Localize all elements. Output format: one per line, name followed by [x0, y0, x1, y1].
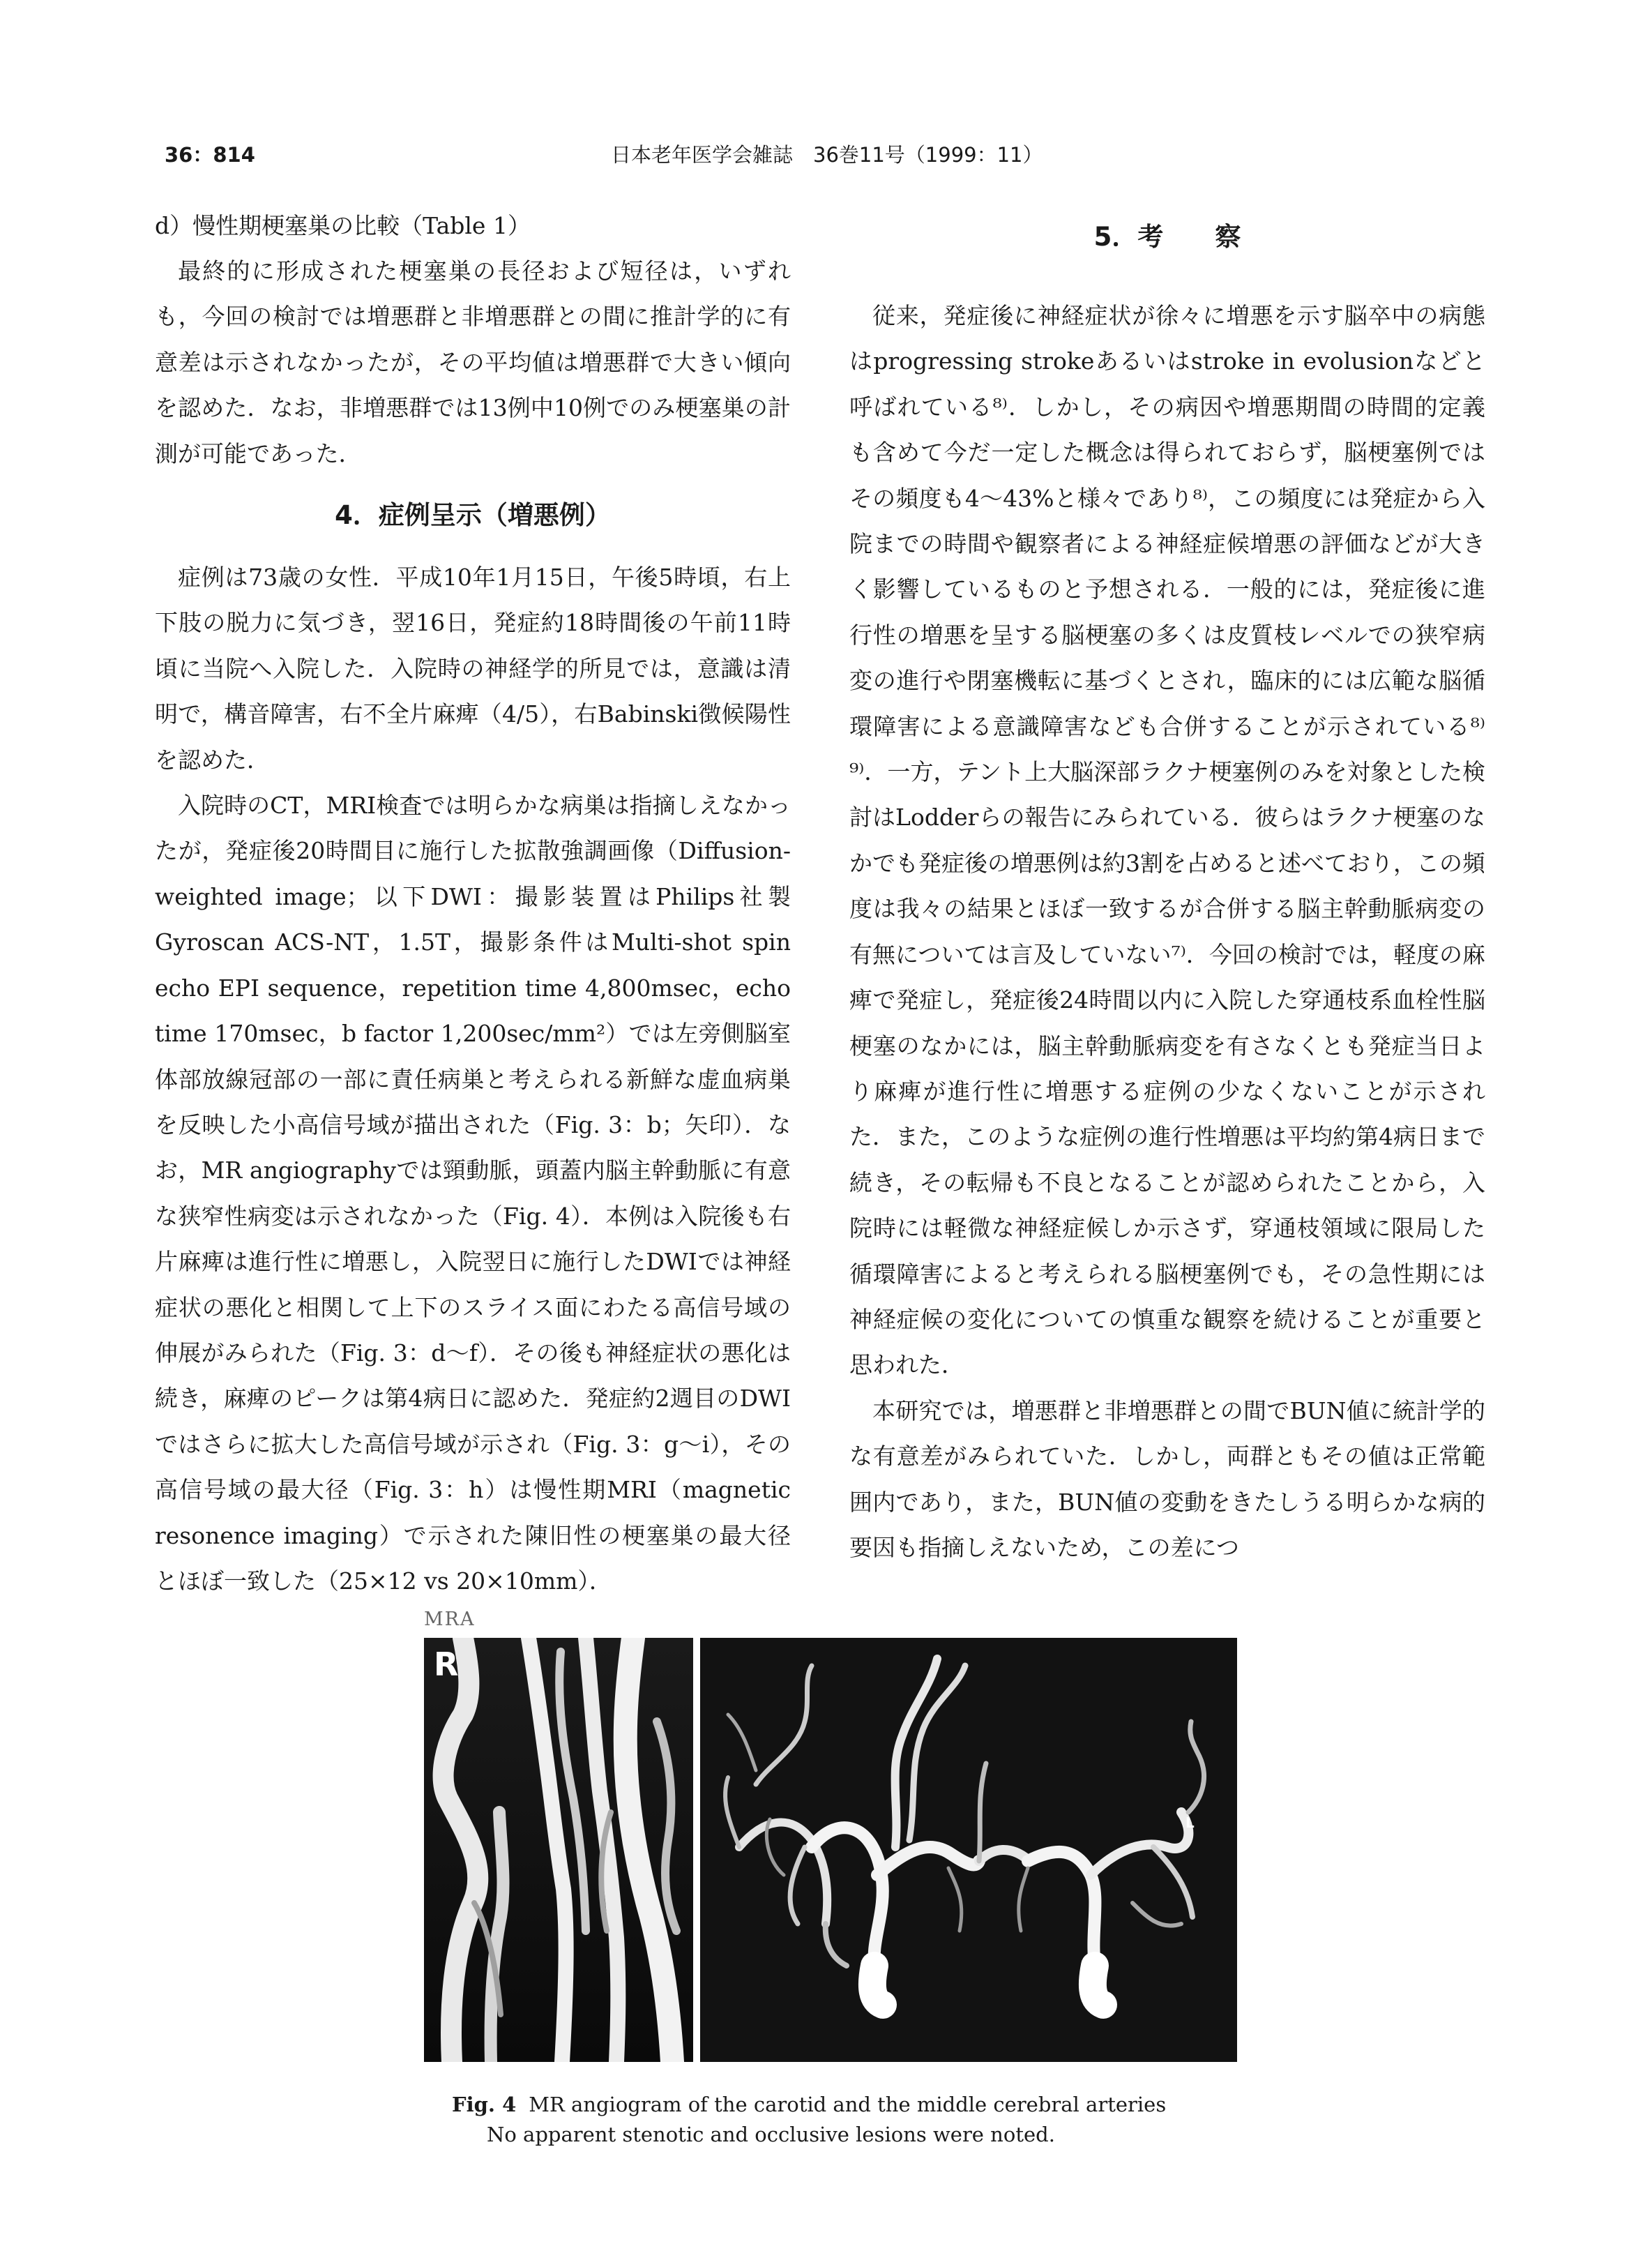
page-number: 36：814: [165, 143, 255, 167]
right-side-marker: R: [434, 1646, 459, 1683]
middle-cerebral-angiogram-illustration: [700, 1638, 1237, 2062]
paragraph: 本研究では，増悪群と非増悪群との間でBUN値に統計学的な有意差がみられていた．しかし，両群ともその値は正常範囲内であり，また，BUN値の変動をきたしうる明らかな病的要因も指摘しえないため，この差につ: [849, 1396, 1485, 1561]
left-side-marker: L: [1185, 1814, 1195, 1831]
paragraph: 最終的に形成された梗塞巣の長径および短径は，いずれも，今回の検討では増悪群と非増悪群との間に推計学的に有意差は示されなかったが，その平均値は増悪群で大きい傾向を認めた．なお，非増悪群では13例中10例でのみ梗塞巣の計測が可能であった．: [155, 257, 791, 467]
journal-info: 日本老年医学会雑誌 36巻11号（1999：11）: [611, 143, 1043, 167]
right-column: [849, 204, 1485, 1570]
mra-carotid-image: [424, 1638, 693, 2062]
subsection-heading: d）慢性期梗塞巣の比較（Table 1）: [155, 212, 531, 239]
caption-line-2: No apparent stenotic and occlusive lesions were noted.: [487, 2123, 1055, 2146]
section-title-discussion: 5．考 察: [1093, 222, 1241, 252]
paragraph: 症例は73歳の女性．平成10年1月15日，午後5時頃，右上下肢の脱力に気づき，翌16日，発症約18時間後の午前11時頃に当院へ入院した．入院時の神経学的所見では，意識は清明で，構音障害，右不全片麻痺（4/5），右Babinski徴候陽性を認めた．: [155, 564, 791, 774]
carotid-angiogram-illustration: [424, 1638, 693, 2062]
caption-line-1: [452, 2090, 1237, 2120]
section-title-case-report: 4．症例呈示（増悪例）: [335, 500, 611, 531]
page-header: [165, 140, 1487, 172]
figure-caption: [452, 2090, 1237, 2150]
caption-label: Fig. 4: [452, 2093, 517, 2116]
left-column: [155, 204, 791, 1604]
paragraph: 入院時のCT，MRI検査では明らかな病巣は指摘しえなかったが，発症後20時間目に施行した拡散強調画像（Diffusion-weighted image；以下DWI：撮影装置はPhilips社製Gyroscan ACS-NT，1.5T，撮影条件はMulti-shot spin echo EPI sequence，repetition time 4,800msec，echo time 170msec，b factor 1,200sec/mm²）では左旁側脳室体部放線冠部の一部に責任病巣と考えられる新鮮な虚血病巣を反映した小高信号域が描出された（Fig. 3：b；矢印）．なお，MR angiographyでは頸動脈，頭蓋内脳主幹動脈に有意な狭窄性病変は示されなかった（Fig. 4）．本例は入院後も右片麻痺は進行性に増悪し，入院翌日に施行したDWIでは神経症状の悪化と相関して上下のスライス面にわたる高信号域の伸展がみられた（Fig. 3：d〜f）．その後も神経症状の悪化は続き，麻痺のピークは第4病日に認めた．発症約2週目のDWIではさらに拡大した高信号域が示され（Fig. 3：g〜i），その高信号域の最大径（Fig. 3：h）は慢性期MRI（magnetic resonence imaging）で示された陳旧性の梗塞巣の最大径とほぼ一致した（25×12 vs 20×10mm）．: [155, 792, 791, 1595]
paragraph: 従来，発症後に神経症状が徐々に増悪を示す脳卒中の病態はprogressing strokeあるいはstroke in evolusionなどと呼ばれている⁸⁾．しかし，その病因や増悪期間の時間的定義も含めて今だ一定した概念は得られておらず，脳梗塞例ではその頻度も4〜43%と様々であり⁸⁾，この頻度には発症から入院までの時間や観察者による神経症候増悪の評価などが大きく影響しているものと予想される．一般的には，発症後に進行性の増悪を呈する脳梗塞の多くは皮質枝レベルでの狭窄病変の進行や閉塞機転に基づくとされ，臨床的には広範な脳循環障害による意識障害なども合併することが示されている⁸⁾⁹⁾．一方，テント上大脳深部ラクナ梗塞例のみを対象とした検討はLodderらの報告にみられている．彼らはラクナ梗塞のなかでも発症後の増悪例は約3割を占めると述べており，この頻度は我々の結果とほぼ一致するが合併する脳主幹動脈病変の有無については言及していない⁷⁾．今回の検討では，軽度の麻痺で発症し，発症後24時間以内に入院した穿通枝系血栓性脳梗塞のなかには，脳主幹動脈病変を有さなくとも発症当日より麻痺が進行性に増悪する症例の少なくないことが示された．また，このような症例の進行性増悪は平均約第4病日まで続き，その転帰も不良となることが認められたことから，入院時には軽微な神経症候しか示さず，穿通枝領域に限局した循環障害によると考えられる脳梗塞例でも，その急性期には神経症候の変化についての慎重な観察を続けることが重要と思われた．: [849, 302, 1485, 1379]
caption-text: MR angiogram of the carotid and the middle cerebral arteries: [529, 2093, 1167, 2116]
mra-label: MRA: [424, 1609, 476, 1630]
mra-mca-image: [700, 1638, 1237, 2062]
